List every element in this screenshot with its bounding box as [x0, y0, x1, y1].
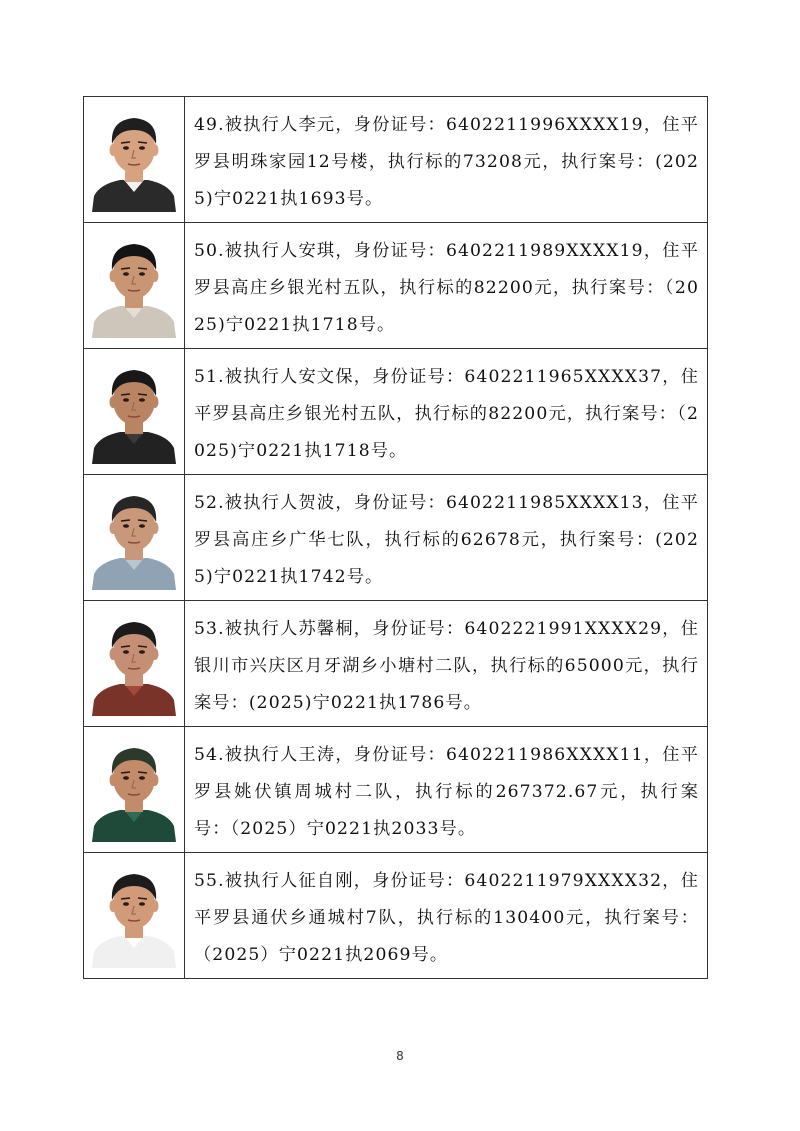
table-row [84, 349, 707, 475]
table-row [84, 97, 707, 223]
record-text: 54.被执行人王涛，身份证号：6402211986XXXX11，住平罗县姚伏镇周城村二队，执行标的267372.67元，执行案号：（2025）宁0221执2033号。 [194, 745, 699, 839]
portrait-photo [90, 738, 178, 842]
table-row [84, 601, 707, 727]
portrait-photo [90, 612, 178, 716]
portrait-photo [90, 360, 178, 464]
table-row [84, 853, 707, 979]
photo-cell [84, 475, 185, 600]
portrait-photo [90, 864, 178, 968]
portrait-photo [90, 486, 178, 590]
photo-cell [84, 853, 185, 978]
record-text: 49.被执行人李元，身份证号：6402211996XXXX19，住平罗县明珠家园12号楼，执行标的73208元，执行案号：(2025)宁0221执1693号。 [194, 115, 699, 209]
debtor-table [83, 96, 708, 979]
record-text: 53.被执行人苏馨桐，身份证号：6402221991XXXX29，住银川市兴庆区月牙湖乡小塘村二队，执行标的65000元，执行案号：(2025)宁0221执1786号。 [194, 619, 699, 713]
photo-cell [84, 97, 185, 222]
portrait-photo [90, 234, 178, 338]
table-row [84, 223, 707, 349]
photo-cell [84, 223, 185, 348]
table-row [84, 475, 707, 601]
page-number: 8 [396, 1049, 404, 1063]
record-text: 50.被执行人安琪，身份证号：6402211989XXXX19，住平罗县高庄乡银光村五队，执行标的82200元，执行案号：（2025)宁0221执1718号。 [194, 241, 699, 335]
record-text: 55.被执行人征自刚，身份证号：6402211979XXXX32，住平罗县通伏乡通城村7队，执行标的130400元，执行案号：（2025）宁0221执2069号。 [194, 871, 699, 965]
photo-cell [84, 727, 185, 852]
record-text: 52.被执行人贺波，身份证号：6402211985XXXX13，住平罗县高庄乡广华七队，执行标的62678元，执行案号：(2025)宁0221执1742号。 [194, 493, 699, 587]
record-text: 51.被执行人安文保，身份证号：6402211965XXXX37，住平罗县高庄乡银光村五队，执行标的82200元，执行案号：（2025)宁0221执1718号。 [194, 367, 699, 461]
photo-cell [84, 601, 185, 726]
portrait-photo [90, 108, 178, 212]
table-row [84, 727, 707, 853]
photo-cell [84, 349, 185, 474]
